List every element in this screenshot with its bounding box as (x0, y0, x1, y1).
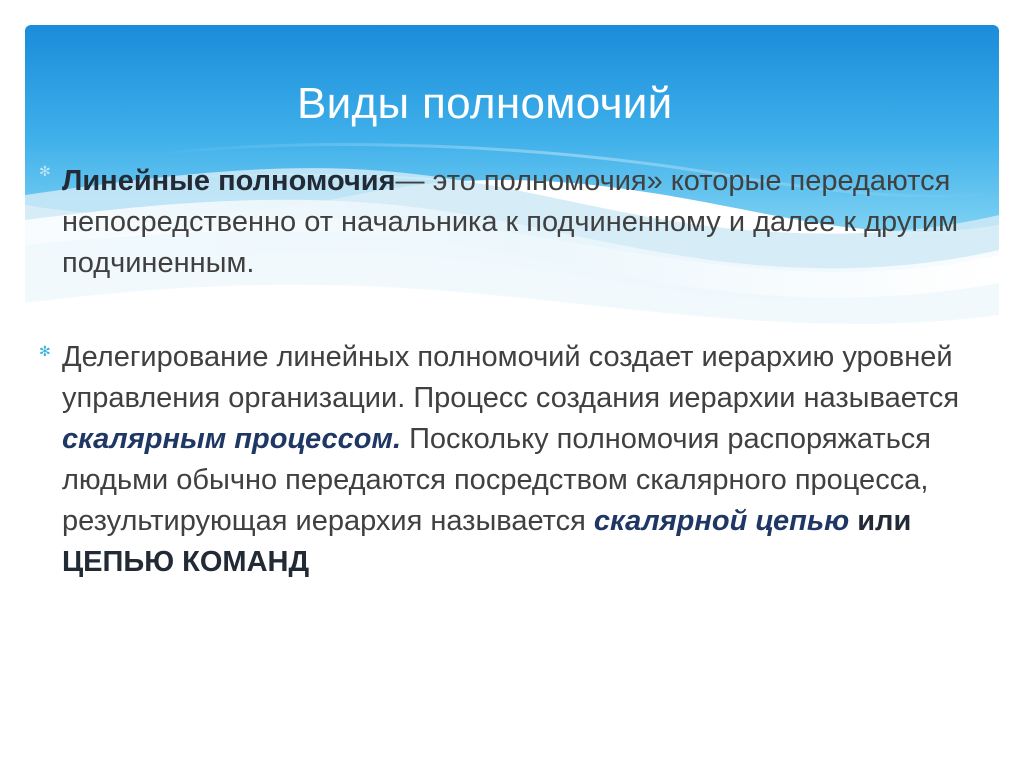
bullet-text (62, 161, 977, 284)
term-scalar-chain: скалярной цепью (593, 505, 850, 537)
slide-title: Виды полномочий (297, 79, 673, 128)
term-chain-of-command: или ЦЕПЬЮ КОМАНД (62, 505, 912, 578)
definition-text: — это полномочия» которые передаются непосредственно от начальника к подчиненному и далее к другим подчиненным. (62, 165, 959, 279)
paragraph-part: Поскольку полномочия распоряжаться людьми обычно передаются посредством скалярного процесса, результирующая иерархия называется (62, 423, 932, 537)
term-linear-authority: Линейные полномочия (62, 165, 396, 197)
slide (25, 25, 999, 743)
bullet-list (25, 25, 999, 743)
term-scalar-process: скалярным процессом. (62, 423, 402, 455)
bullet-text (62, 337, 977, 583)
bullet-marker-icon: ✻ (39, 344, 51, 360)
bullet-marker-icon: ✻ (39, 164, 51, 180)
paragraph-part: Делегирование линейных полномочий создает иерархию уровней управления организации. Процесс создания иерархии называется (62, 341, 960, 414)
